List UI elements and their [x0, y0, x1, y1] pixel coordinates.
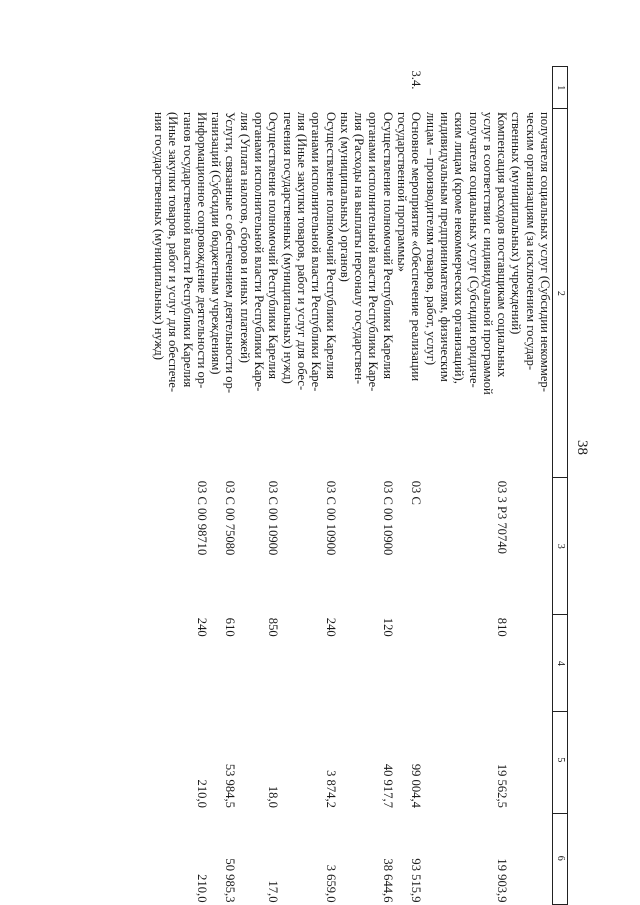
header-col-4: 4	[553, 615, 568, 712]
table-row	[237, 67, 280, 905]
row-number	[237, 67, 280, 109]
row-value-1: 210,0	[194, 779, 209, 808]
row-value-1: 18,0	[266, 785, 281, 808]
row-code: 03 С 00 10900	[323, 480, 338, 556]
row-number: 3.4.	[409, 70, 424, 90]
row-value-2	[509, 814, 552, 905]
row-name: Основное мероприятие «Обеспечение реализации государственной программы»	[395, 111, 424, 382]
row-code: 03 С	[409, 480, 424, 505]
header-col-2: 2	[553, 109, 568, 478]
row-number	[280, 67, 337, 109]
row-type	[395, 615, 424, 712]
row-name: Компенсация расходов поставщикам социальных услуг в соответствии с индивидуальной программой получателя социальных услуг (Субсидии юридиче- ским лицам (кроме некоммерческих организаций), индивидуальным предпринимателям, физическим лицам – производителям товаров, работ, услуг)	[423, 111, 510, 395]
row-type: 240	[323, 617, 338, 637]
row-code: 03 С 00 10900	[380, 480, 395, 556]
row-name: Услуги, связанные с обеспечением деятельности ор- ганизаций (Субсидии бюджетным учреждениям)	[209, 111, 238, 394]
row-code: 03 С 00 10900	[266, 480, 281, 556]
row-value-1: 99 004,4	[409, 763, 424, 808]
table-row	[152, 67, 209, 905]
row-name: Осуществление полномочий Республики Карелия органами исполнительной власти Республики Каре- лия (Иные закупки товаров, работ и услуг для обес- печения государственных (муниципальных) нужд)	[280, 111, 338, 392]
row-value-2: 38 644,6	[380, 858, 395, 903]
row-value-2: 19 903,9	[495, 858, 510, 903]
row-name: Информационное сопровождение деятельности ор- ганов государственной власти Республики Карелия (Иные закупки товаров, работ и услуг для обеспече- ния государственных (муниципальных) нужд)	[151, 111, 209, 393]
row-type	[509, 615, 552, 712]
row-number	[338, 67, 395, 109]
row-name: Осуществление полномочий Республики Карелия органами исполнительной власти Республики Каре- лия (Уплата налогов, сборов и иных платежей)	[237, 111, 281, 392]
row-code: 03 3 Р3 70740	[495, 480, 510, 554]
row-value-2: 3 659,0	[323, 864, 338, 903]
row-value-2: 50 985,3	[223, 858, 238, 903]
row-type: 240	[194, 617, 209, 637]
header-col-5: 5	[553, 712, 568, 814]
page-number: 38	[574, 440, 590, 455]
row-number	[209, 67, 238, 109]
table-row	[209, 67, 238, 905]
row-value-1: 3 874,2	[323, 770, 338, 808]
row-value-1: 53 984,5	[223, 763, 238, 808]
table-row	[338, 67, 395, 905]
row-type: 810	[495, 617, 510, 637]
row-code: 03 С 00 98710	[194, 480, 209, 556]
table-row	[509, 67, 552, 905]
header-col-6: 6	[553, 814, 568, 905]
row-value-1: 19 562,5	[495, 763, 510, 808]
row-value-2: 93 515,9	[409, 858, 424, 903]
row-value-1: 40 917,7	[380, 763, 395, 808]
budget-table	[152, 66, 568, 905]
row-name: получателя социальных услуг (Субсидии некоммер- ческим организациям (за исключением государ- ственных (муниципальных) учреждений)	[509, 111, 552, 392]
row-code: 03 С 00 75080	[223, 480, 238, 556]
header-col-3: 3	[553, 478, 568, 615]
row-number	[423, 67, 509, 109]
row-code	[509, 478, 552, 615]
row-type: 610	[223, 617, 238, 637]
table-row	[423, 67, 509, 905]
row-number	[152, 67, 209, 109]
row-name: Осуществление полномочий Республики Карелия органами исполнительной власти Республики Каре- лия (Расходы на выплаты персоналу государствен- ных (муниципальных) органов)	[337, 111, 395, 392]
table-row	[395, 67, 424, 905]
row-value-2: 210,0	[194, 874, 209, 903]
table-row	[280, 67, 337, 905]
header-col-1: 1	[553, 67, 568, 109]
row-value-2: 17,0	[266, 880, 281, 903]
row-type: 850	[266, 617, 281, 637]
row-number	[509, 67, 552, 109]
row-type: 120	[380, 617, 395, 637]
row-value-1	[509, 712, 552, 814]
table-header-row	[553, 67, 568, 905]
